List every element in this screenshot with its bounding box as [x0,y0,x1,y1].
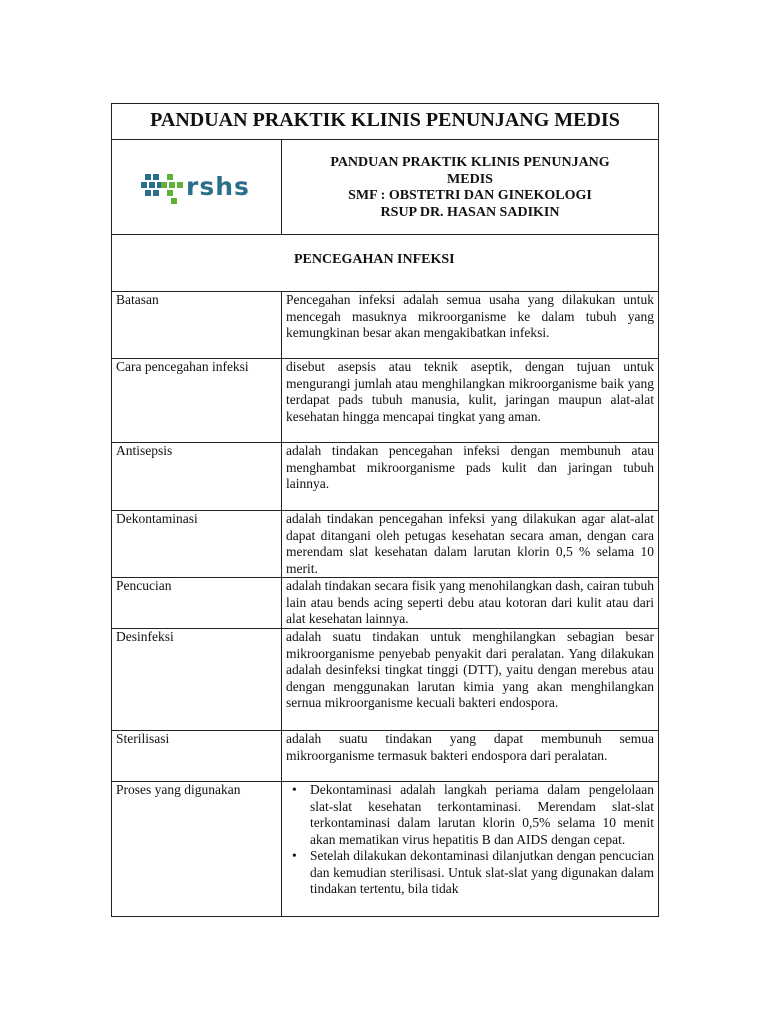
bullet-icon: • [292,848,297,863]
definition-cell: adalah suatu tindakan yang dapat membunuh semua mikroorganisme termasuk bakteri endospora dari peralatan. [282,731,659,782]
term-cell: Desinfeksi [112,629,282,731]
definition-cell: adalah tindakan pencegahan infeksi yang dilakukan agar alat-alat dapat ditangani oleh petugas kesehatan secara aman, dengan cara merendam slat kesehatan dalam larutan klorin 0,5 % selama 10 merit. [282,511,659,578]
definition-cell: Pencegahan infeksi adalah semua usaha yang dilakukan untuk mencegah masuknya mikroorganisme ke dalam tubuh yang kemungkinan besar akan mengakibatkan infeksi. [282,292,659,359]
definition-cell: adalah tindakan pencegahan infeksi dengan membunuh atau menghambat mikroorganisme pads kulit dan jaringan tubuh lainnya. [282,443,659,511]
table-row [112,359,659,443]
guideline-table [111,103,659,917]
section-title: PENCEGAHAN INFEKSI [112,235,659,292]
term-cell: Antisepsis [112,443,282,511]
bullet-icon: • [292,782,297,797]
term-cell: Dekontaminasi [112,511,282,578]
definition-cell: adalah suatu tindakan untuk menghilangkan sebagian besar mikroorganisme penyebab penyakit dari peralatan. Yang dilakukan adalah desinfeksi tingkat tinggi (DTT), yaitu dengan merebus atau dengan menggunakan larutan kimia yang akan menghilangkan sernua mikroorganisme kecuali bakteri endospora. [282,629,659,731]
list-item: • Setelah dilakukan dekontaminasi dilanjutkan dengan pencucian dan kemudian sterilisasi. Untuk slat-slat yang digunakan dalam tindakan tertentu, bila tidak [292,848,655,896]
definition-cell [282,782,659,917]
definition-cell: disebut asepsis atau teknik aseptik, dengan tujuan untuk mengurangi jumlah atau menghilangkan mikroorganisme baik yang terdapat pads tubuh manusia, kulit, jaringan maupun alat-alat kesehatan hingga mencapai tingkat yang aman. [282,359,659,443]
process-list [286,782,654,898]
table-row [112,578,659,629]
header-line-3: SMF : OBSTETRI DAN GINEKOLOGI [348,188,592,203]
term-cell: Cara pencegahan infeksi [112,359,282,443]
logo-wordmark: rshs [186,172,250,201]
table-row [112,731,659,782]
document-title: PANDUAN PRAKTIK KLINIS PENUNJANG MEDIS [112,104,659,140]
table-row [112,629,659,731]
header-line-4: RSUP DR. HASAN SADIKIN [380,204,560,220]
table-row [112,292,659,359]
header-line-1: PANDUAN PRAKTIK KLINIS PENUNJANG [330,155,610,170]
term-cell: Proses yang digunakan [112,782,282,917]
table-row [112,443,659,511]
table-row [112,782,659,917]
header-block [282,140,659,235]
term-cell: Pencucian [112,578,282,629]
table-row [112,511,659,578]
definition-cell: adalah tindakan secara fisik yang menohilangkan dash, cairan tubuh lain atau bends acing seperti debu atau kotoran dari kulit atau dari alat kesehatan lainnya. [282,578,659,629]
list-item: • Dekontaminasi adalah langkah periama dalam pengelolaan slat-slat kesehatan terkontaminasi. Merendam slat-slat terkontaminasi dalam larutan klorin 0,5% selama 10 menit akan mematikan virus hepatitis B dan AIDS dengan cepat. [292,782,655,847]
rshs-cross-icon [141,170,185,210]
term-cell: Sterilisasi [112,731,282,782]
header-line-2: MEDIS [447,171,493,187]
rshs-logo [141,170,259,210]
logo-cell [112,140,282,235]
term-cell: Batasan [112,292,282,359]
